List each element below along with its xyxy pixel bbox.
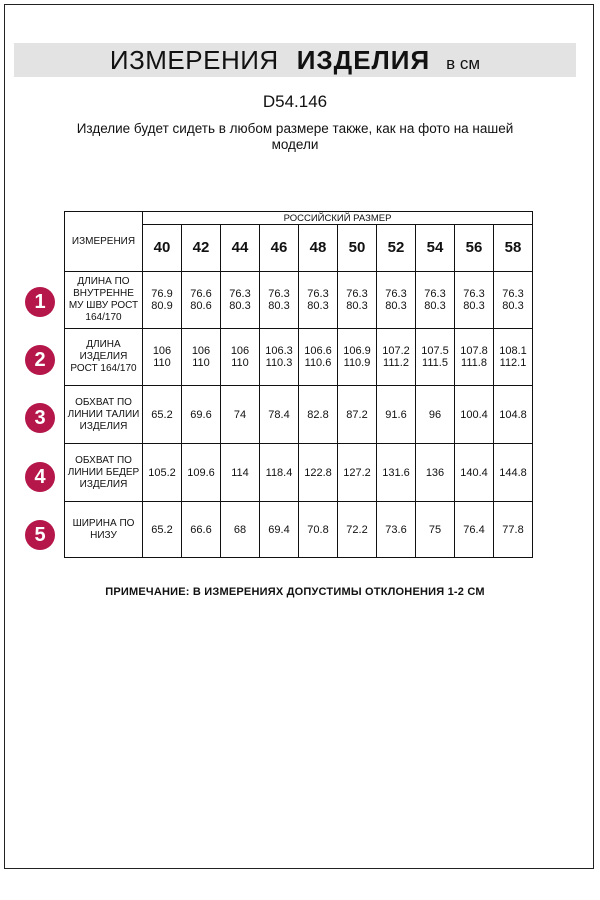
- measurement-name: ШИРИНА ПО НИЗУ: [65, 502, 143, 558]
- value-text: 68: [233, 523, 247, 536]
- value-text: 77.8: [502, 523, 524, 536]
- value-text: 111.5: [422, 357, 448, 369]
- value-text: 110: [192, 357, 210, 369]
- value-text: 122.8: [304, 466, 332, 479]
- value-cell: [221, 502, 260, 558]
- value-text: 75: [428, 523, 442, 536]
- value-text: 80.3: [463, 300, 485, 312]
- value-text: 76.3: [346, 288, 368, 300]
- value-text: 106.6: [304, 345, 332, 357]
- value-cell: [260, 272, 299, 329]
- value-text: 104.8: [499, 408, 527, 421]
- value-cell: [143, 329, 182, 386]
- size-header-58: 58: [494, 225, 533, 272]
- size-header-48: 48: [299, 225, 338, 272]
- value-text: 110.3: [265, 357, 293, 369]
- value-text: 110.6: [304, 357, 332, 369]
- value-text: 106.3: [265, 345, 293, 357]
- size-header-50: 50: [338, 225, 377, 272]
- value-cell: [338, 272, 377, 329]
- value-cell: [338, 329, 377, 386]
- measurement-row: [65, 272, 533, 329]
- value-cell: [221, 386, 260, 444]
- value-cell: [455, 502, 494, 558]
- value-text: 80.3: [229, 300, 251, 312]
- value-cell: [182, 329, 221, 386]
- measurement-name: ОБХВАТ ПО ЛИНИИ БЕДЕР ИЗДЕЛИЯ: [65, 444, 143, 502]
- value-text: 76.3: [307, 288, 329, 300]
- value-cell: [260, 386, 299, 444]
- value-cell: [455, 272, 494, 329]
- title-product: ИЗДЕЛИЯ: [296, 45, 431, 75]
- value-text: 74: [233, 408, 247, 421]
- value-cell: [416, 329, 455, 386]
- value-cell: [494, 329, 533, 386]
- value-cell: [377, 386, 416, 444]
- size-header-40: 40: [143, 225, 182, 272]
- measurement-name: ДЛИНА ИЗДЕЛИЯ РОСТ 164/170: [65, 329, 143, 386]
- measurement-name: ОБХВАТ ПО ЛИНИИ ТАЛИИ ИЗДЕЛИЯ: [65, 386, 143, 444]
- value-cell: [143, 272, 182, 329]
- row-number-badge: 4: [25, 462, 55, 492]
- row-number-badge: 1: [25, 287, 55, 317]
- value-text: 76.3: [463, 288, 485, 300]
- value-cell: [416, 386, 455, 444]
- row-number-badge: 3: [25, 403, 55, 433]
- value-text: 131.6: [382, 466, 410, 479]
- size-header-46: 46: [260, 225, 299, 272]
- value-cell: [260, 502, 299, 558]
- value-cell: [182, 272, 221, 329]
- title-measurements: ИЗМЕРЕНИЯ: [109, 45, 279, 75]
- value-text: 78.4: [268, 408, 290, 421]
- value-cell: [494, 386, 533, 444]
- row-number-badge: 5: [25, 520, 55, 550]
- value-cell: [377, 329, 416, 386]
- value-text: 76.4: [463, 523, 485, 536]
- value-text: 107.5: [421, 345, 449, 357]
- value-cell: [299, 502, 338, 558]
- value-text: 108.1: [499, 345, 527, 357]
- value-text: 76.3: [229, 288, 251, 300]
- value-text: 76.6: [190, 288, 212, 300]
- value-cell: [299, 386, 338, 444]
- value-cell: [221, 444, 260, 502]
- size-header-42: 42: [182, 225, 221, 272]
- size-header-54: 54: [416, 225, 455, 272]
- value-text: 100.4: [460, 408, 488, 421]
- value-text: 80.9: [151, 300, 173, 312]
- value-cell: [260, 329, 299, 386]
- tolerance-note: ПРИМЕЧАНИЕ: В ИЗМЕРЕНИЯХ ДОПУСТИМЫ ОТКЛОНЕНИЯ 1-2 СМ: [105, 586, 485, 598]
- value-text: 107.8: [460, 345, 488, 357]
- value-cell: [221, 329, 260, 386]
- measurement-row: [65, 502, 533, 558]
- value-text: 80.3: [385, 300, 407, 312]
- value-cell: [377, 272, 416, 329]
- value-cell: [494, 444, 533, 502]
- value-cell: [143, 386, 182, 444]
- value-cell: [416, 502, 455, 558]
- value-cell: [143, 444, 182, 502]
- value-cell: [494, 272, 533, 329]
- size-header-56: 56: [455, 225, 494, 272]
- value-text: 82.8: [307, 408, 329, 421]
- value-text: 111.2: [383, 357, 409, 369]
- value-text: 76.3: [502, 288, 524, 300]
- value-cell: [299, 329, 338, 386]
- value-cell: [260, 444, 299, 502]
- value-text: 69.4: [268, 523, 290, 536]
- row-number-badge: 2: [25, 345, 55, 375]
- value-cell: [416, 272, 455, 329]
- value-text: 105.2: [148, 466, 176, 479]
- value-text: 66.6: [190, 523, 212, 536]
- value-text: 65.2: [151, 408, 173, 421]
- title-unit: в см: [446, 54, 481, 73]
- value-cell: [455, 329, 494, 386]
- value-text: 106: [191, 345, 211, 357]
- value-text: 80.6: [190, 300, 212, 312]
- size-header-52: 52: [377, 225, 416, 272]
- value-text: 70.8: [307, 523, 329, 536]
- value-text: 111.8: [461, 357, 487, 369]
- article-code: D54.146: [262, 92, 328, 111]
- value-text: 136: [425, 466, 445, 479]
- value-cell: [299, 444, 338, 502]
- value-text: 140.4: [460, 466, 488, 479]
- value-text: 110.9: [343, 357, 371, 369]
- measurement-name: ДЛИНА ПО ВНУТРЕННЕ МУ ШВУ РОСТ 164/170: [65, 272, 143, 329]
- value-text: 91.6: [385, 408, 407, 421]
- value-cell: [182, 502, 221, 558]
- value-text: 106.9: [343, 345, 371, 357]
- value-text: 76.9: [151, 288, 173, 300]
- value-cell: [299, 272, 338, 329]
- measurements-header: ИЗМЕРЕНИЯ: [65, 212, 143, 272]
- value-cell: [338, 502, 377, 558]
- value-cell: [494, 502, 533, 558]
- value-text: 80.3: [307, 300, 329, 312]
- value-cell: [377, 502, 416, 558]
- fit-description: Изделие будет сидеть в любом размере также, как на фото на нашей модели: [76, 121, 514, 152]
- value-text: 87.2: [346, 408, 368, 421]
- value-text: 65.2: [151, 523, 173, 536]
- value-text: 106: [152, 345, 172, 357]
- value-text: 76.3: [385, 288, 407, 300]
- value-text: 118.4: [265, 466, 293, 479]
- value-text: 110: [153, 357, 171, 369]
- value-cell: [455, 444, 494, 502]
- value-text: 106: [230, 345, 250, 357]
- measurement-row: [65, 444, 533, 502]
- measurement-row: [65, 386, 533, 444]
- value-text: 69.6: [190, 408, 212, 421]
- value-text: 80.3: [346, 300, 368, 312]
- size-header-44: 44: [221, 225, 260, 272]
- value-text: 109.6: [187, 466, 215, 479]
- value-text: 114: [231, 466, 249, 479]
- value-text: 80.3: [268, 300, 290, 312]
- value-cell: [455, 386, 494, 444]
- value-cell: [377, 444, 416, 502]
- value-text: 110: [231, 357, 249, 369]
- value-cell: [182, 444, 221, 502]
- value-text: 73.6: [385, 523, 407, 536]
- measurement-row: [65, 329, 533, 386]
- value-cell: [221, 272, 260, 329]
- value-cell: [416, 444, 455, 502]
- value-text: 127.2: [343, 466, 371, 479]
- value-cell: [143, 502, 182, 558]
- size-table: [64, 211, 533, 558]
- title-bar: [14, 43, 576, 77]
- value-text: 112.1: [499, 357, 527, 369]
- value-cell: [338, 444, 377, 502]
- value-text: 76.3: [268, 288, 290, 300]
- value-cell: [338, 386, 377, 444]
- value-text: 107.2: [382, 345, 410, 357]
- size-group-header: РОССИЙСКИЙ РАЗМЕР: [143, 212, 533, 225]
- value-text: 144.8: [499, 466, 527, 479]
- value-text: 80.3: [424, 300, 446, 312]
- value-text: 72.2: [346, 523, 368, 536]
- value-text: 76.3: [424, 288, 446, 300]
- value-cell: [182, 386, 221, 444]
- value-text: 80.3: [502, 300, 524, 312]
- value-text: 96: [428, 408, 442, 421]
